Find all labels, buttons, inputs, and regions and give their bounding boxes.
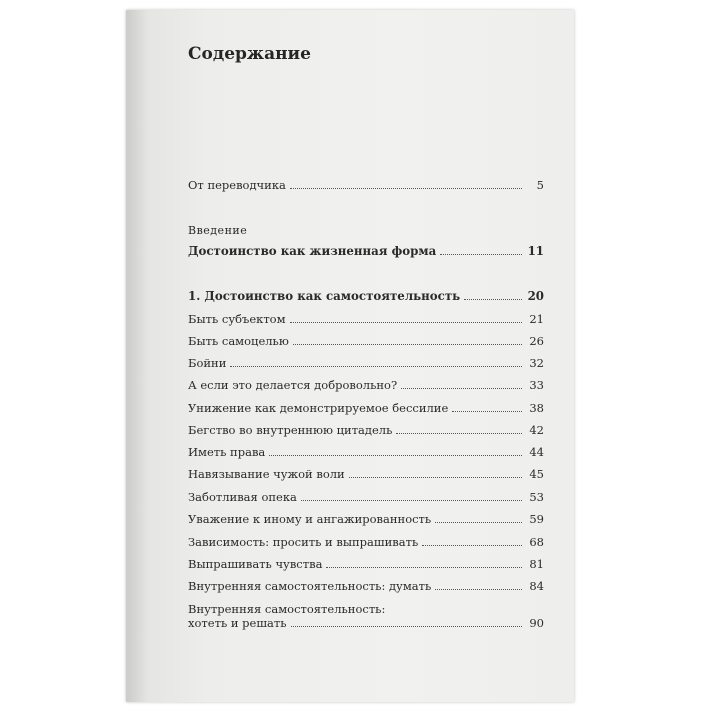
entry-page: 81 bbox=[529, 557, 544, 571]
entry-page: 44 bbox=[529, 445, 544, 459]
entry-page: 21 bbox=[529, 312, 544, 326]
entry-label: 1. Достоинство как самостоятельность bbox=[188, 289, 461, 303]
toc-section-heading bbox=[188, 224, 544, 238]
entry-page: 5 bbox=[536, 178, 544, 192]
toc-entry bbox=[188, 467, 544, 481]
toc-chapter bbox=[188, 289, 544, 303]
toc-entry bbox=[188, 244, 544, 258]
entry-label: Иметь права bbox=[188, 445, 266, 459]
entry-label: Навязывание чужой воли bbox=[188, 467, 345, 481]
entry-label: Быть самоцелью bbox=[188, 334, 289, 348]
toc-entry bbox=[188, 178, 544, 192]
toc-entry bbox=[188, 512, 544, 526]
entry-page: 59 bbox=[529, 512, 544, 526]
entry-label-line1: Внутренняя самостоятельность: bbox=[188, 602, 386, 616]
entry-page: 53 bbox=[529, 490, 544, 504]
leader-dots bbox=[326, 567, 522, 568]
toc-title: Содержание bbox=[188, 44, 311, 64]
entry-label: Заботливая опека bbox=[188, 490, 297, 504]
entry-label: Зависимость: просить и выпрашивать bbox=[188, 535, 419, 549]
leader-dots bbox=[301, 500, 522, 501]
entry-page: 11 bbox=[527, 244, 544, 258]
leader-dots bbox=[464, 299, 521, 300]
leader-dots bbox=[293, 344, 522, 345]
toc-entry bbox=[188, 334, 544, 348]
entry-label: Унижение как демонстрируемое бессилие bbox=[188, 401, 449, 415]
toc-entry bbox=[188, 423, 544, 437]
entry-page: 45 bbox=[529, 467, 544, 481]
entry-page: 20 bbox=[527, 289, 544, 303]
toc-entry bbox=[188, 445, 544, 459]
entry-page: 68 bbox=[529, 535, 544, 549]
entry-page: 32 bbox=[529, 356, 544, 370]
leader-dots bbox=[290, 188, 522, 189]
entry-label: А если это делается добровольно? bbox=[188, 378, 398, 392]
entry-label: Бегство во внутреннюю цитадель bbox=[188, 423, 393, 437]
entry-page: 84 bbox=[529, 579, 544, 593]
entry-label: Уважение к иному и ангажированность bbox=[188, 512, 432, 526]
toc-entry-multiline bbox=[188, 602, 544, 630]
entry-label: Бойни bbox=[188, 356, 227, 370]
entry-label: От переводчика bbox=[188, 178, 286, 192]
leader-dots bbox=[452, 411, 522, 412]
leader-dots bbox=[230, 366, 522, 367]
toc-entry bbox=[188, 579, 544, 593]
leader-dots bbox=[290, 322, 522, 323]
entry-label: Выпрашивать чувства bbox=[188, 557, 323, 571]
toc-entry bbox=[188, 535, 544, 549]
toc-entry bbox=[188, 557, 544, 571]
entry-page: 26 bbox=[529, 334, 544, 348]
entry-label: Быть субъектом bbox=[188, 312, 286, 326]
leader-dots bbox=[291, 626, 522, 627]
toc-entry bbox=[188, 378, 544, 392]
entry-page: 90 bbox=[529, 616, 544, 630]
entry-page: 38 bbox=[529, 401, 544, 415]
book-page bbox=[126, 10, 574, 702]
leader-dots bbox=[401, 388, 522, 389]
entry-label-line2: хотеть и решать bbox=[188, 616, 287, 630]
spine-shadow bbox=[126, 10, 148, 702]
entry-label: Достоинство как жизненная форма bbox=[188, 244, 437, 258]
toc-entry bbox=[188, 356, 544, 370]
toc-entry bbox=[188, 312, 544, 326]
leader-dots bbox=[435, 522, 522, 523]
leader-dots bbox=[396, 433, 522, 434]
leader-dots bbox=[440, 254, 521, 255]
entry-page: 33 bbox=[529, 378, 544, 392]
leader-dots bbox=[422, 545, 522, 546]
toc-entry bbox=[188, 401, 544, 415]
leader-dots bbox=[435, 589, 522, 590]
leader-dots bbox=[349, 477, 522, 478]
entry-label: Внутренняя самостоятельность: думать bbox=[188, 579, 432, 593]
section-label: Введение bbox=[188, 224, 248, 237]
leader-dots bbox=[269, 455, 522, 456]
toc-entry bbox=[188, 490, 544, 504]
entry-page: 42 bbox=[529, 423, 544, 437]
